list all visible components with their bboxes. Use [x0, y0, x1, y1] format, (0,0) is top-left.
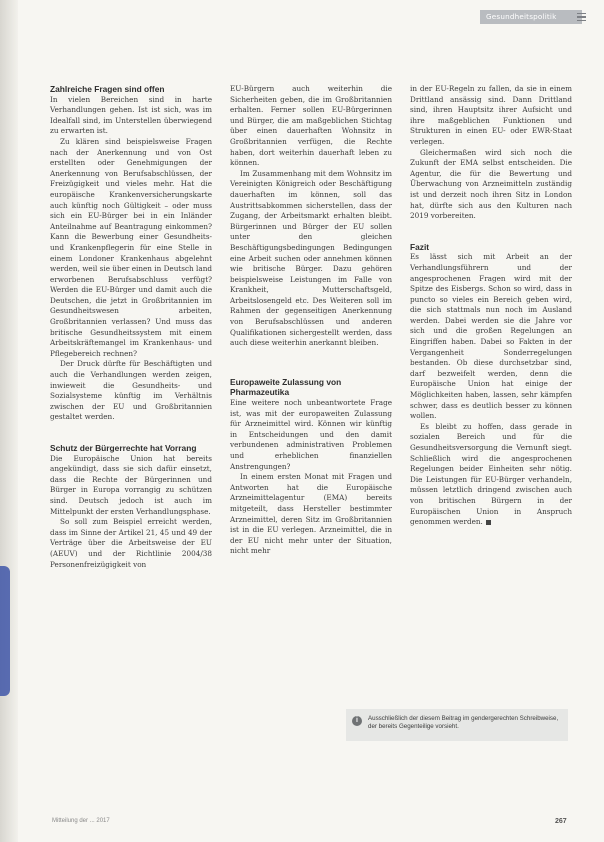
paragraph: Gleichermaßen wird sich noch die Zukunft der EMA selbst entscheiden. Die Agentur, die für die Bewertung und Überwachung von Arzneimitteln zuständig ist und derzeit noch ihren Sitz in London hat, dürfte sich aus den Kulturen nach 2019 vorbereiten.	[410, 147, 572, 221]
page-edge-shadow	[0, 0, 18, 842]
info-icon: i	[352, 716, 362, 726]
info-note	[346, 709, 568, 741]
heading-zahlreiche-fragen: Zahlreiche Fragen sind offen	[50, 84, 165, 94]
paragraph: EU-Bürgern auch weiterhin die Sicherheiten geben, die im Großbritannien erhalten. Ferner sollen EU-Bürgerinnen und Bürger, die am maßgeblichen Stichtag über einen dauerhaften Wohnsitz in Großbritannien verfügen, die Rechte haben, dort weiterhin dauerhaft leben zu können.	[230, 84, 392, 168]
menu-lines-icon	[574, 10, 588, 24]
page-number: 267	[555, 818, 567, 825]
heading-europaweite-zulassung: Europaweite Zulassung von Pharmazeutika	[230, 376, 342, 398]
heading-schutz-buergerrechte: Schutz der Bürgerrechte hat Vorrang	[50, 443, 197, 453]
paragraph: Es bleibt zu hoffen, dass gerade in sozialen Bereich und für die Gesundheitsversorgung die Vernunft siegt. Schließlich wird die angesprochenen Regelungen beider Einheiten sehr nötig. Die Leistungen für EU-Bürger verhandeln, müssen letztlich dringend zwischen auch von britischen Bürgern in der Europäischen Union in Anspruch genommen werden.	[410, 421, 572, 527]
paragraph: In vielen Bereichen sind in harte Verhandlungen gehen. Ist ist sich, was im Idealfall sind, im Unterstellen überwiegend zu erwarten ist.	[50, 94, 212, 136]
column-1	[50, 84, 212, 570]
paragraph: Im Zusammenhang mit dem Wohnsitz im Vereinigten Königreich oder Beschäftigung dauerhaften im können, soll das Austrittsabkommen sicherstellen, dass der Zugang, der Arbeitsmarkt erhalten bleibt. Bürgerinnen und Bürger der EU sollen unter den gleichen Beschäftigungsbedingungen Bedingungen eine Arbeit suchen oder annehmen können wie britische Bürger. Dazu gehören beispielsweise Leistungen im Falle von Krankheit, Mutterschaftsgeld, Arbeitslosengeld etc. Des Weiteren soll im Rahmen der gegenseitigen Anerkennung von Berufsabschlüssen und anderen Qualifikationen sichergestellt werden, dass auch diese weiterhin anerkannt bleiben.	[230, 168, 392, 348]
paragraph: Zu klären sind beispielsweise Fragen nach der Anerkennung und von Ost erstellten oder Genehmigungen der Anerkennung von Berufsabschlüssen, der Freizügigkeit und vieles mehr. Hat die europäische Krankenversicherungskarte auch künftig noch Gültigkeit – oder muss sich ein EU-Bürger bei in ein Inländer Anteilnahme auf Beantragung einkommen? Kann die Bewerbung einer Gesundheits- und Krankenpflegerin für eine Stelle in einem Londoner Krankenhaus abgelehnt werden, weil sie über einen in Deutsch land erworbenen Berufsabschluss verfügt? Werden die EU-Bürger und damit auch die Deutschen, die jetzt in Großbritannien im Gesundheitswesen arbeiten, Großbritannien verlassen? Und muss das britische Gesundheitssystem mit einem Arbeitskräftemangel im Krankenhaus- und Pflegebereich rechnen?	[50, 136, 212, 358]
paragraph: Die Europäische Union hat bereits angekündigt, dass sie sich dafür einsetzt, dass die Rechte der Bürgerinnen und Bürger in Europa vorrangig zu schützen sind. Deutsch jedoch ist auch im Mittelpunkt der ersten Verhandlungsphase.	[50, 453, 212, 516]
end-of-article-mark	[486, 520, 491, 525]
info-note-text: Ausschließlich der diesem Beitrag im gendergerechten Schreibweise, der bereits Gegenteilige vorsieht.	[368, 715, 559, 730]
paragraph: In einem ersten Monat mit Fragen und Antworten hat die Europäische Arzneimittelagentur (EMA) bereits mitgeteilt, dass Hersteller bestimmter Arzneimittel, deren Sitz im Großbritannien ist in die EU verlegen. Arzneimittel, die in der EU nicht mehr unter der Situation, nicht mehr	[230, 472, 392, 556]
paragraph: Eine weitere noch unbeantwortete Frage ist, was mit der europaweiten Zulassung für Arzneimittel wird. Können wir künftig in Entscheidungen und den damit verbundenen administrativen Problemen und erheblichen finanziellen Anstrengungen?	[230, 398, 392, 471]
paragraph: Der Druck dürfte für Beschäftigten und auch die Verhandlungen werden zeigen, inwieweit die Gesundheits- und Sozialsysteme künftig im Verhältnis zwischen der EU und Großbritannien gestaltet werden.	[50, 359, 212, 422]
column-2	[230, 84, 392, 557]
paragraph: So soll zum Beispiel erreicht werden, dass im Sinne der Artikel 21, 45 und 49 der Verträge über die Arbeitsweise der EU (AEUV) und der Richtlinie 2004/38 Personenfreizügigkeit von	[50, 517, 212, 569]
paragraph: in der EU-Regeln zu fallen, da sie in einem Drittland ansässig sind. Dann Drittland sind, ihren Hauptsitz ihrer Aufsicht und ihre maßgeblichen Funktionen und Strukturen in einen EU- oder EWR-Staat verlegen.	[410, 84, 572, 146]
column-3	[410, 84, 572, 528]
scan-marker	[0, 566, 10, 696]
paragraph: Es lässt sich mit Arbeit an der Verhandlungsführern und der angesprochenen Fragen wird mit der Spitze des Eisbergs. Schon so wird, dass in puncto so vieles ein Bereich geben wird, die sich stattmals nun noch im Ausland werden. Dabei werden sie die Jahre vor sich und die großen Regelungen an Eingriffen haben. Dabei so Fakten in der Vergangenheit Sonderregelungen bestanden. Ob diese durchsetzbar sind, darf bezweifelt werden, denn die Europäische Union hat einige der Möglichkeiten haben, lassen, sehr kämpfen schwer, dass es deutlich besser zu können wollen.	[410, 252, 572, 421]
footer-publication: Mitteilung der ... 2017	[52, 818, 110, 824]
section-label: Gesundheitspolitik	[480, 10, 582, 24]
heading-fazit: Fazit	[410, 241, 430, 252]
